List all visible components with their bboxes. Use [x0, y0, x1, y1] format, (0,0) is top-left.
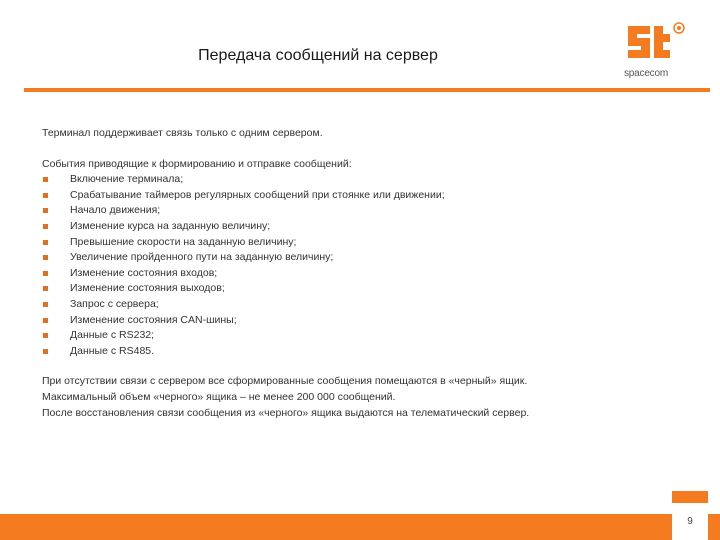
- bullet-icon: [43, 177, 48, 182]
- bullet-icon: [43, 333, 48, 338]
- bullet-icon: [43, 349, 48, 354]
- header-divider: [24, 88, 710, 92]
- spacecom-logo: [624, 18, 690, 84]
- bullet-icon: [43, 224, 48, 229]
- list-item: Срабатывание таймеров регулярных сообщений при стоянке или движении;: [42, 188, 642, 204]
- bullet-icon: [43, 208, 48, 213]
- list-item: Превышение скорости на заданную величину;: [42, 235, 642, 251]
- list-item: Изменение состояния CAN-шины;: [42, 313, 642, 329]
- list-item: Начало движения;: [42, 203, 642, 219]
- logo-text: spacecom: [624, 68, 668, 79]
- events-list: [42, 172, 642, 359]
- list-item: Данные с RS232;: [42, 328, 642, 344]
- slide-title: Передача сообщений на сервер: [198, 47, 438, 64]
- blackbox-line-3: После восстановления связи сообщения из «черного» ящика выдаются на телематический сервер.: [42, 406, 530, 419]
- bullet-icon: [43, 193, 48, 198]
- bullet-icon: [43, 318, 48, 323]
- list-item: Данные с RS485.: [42, 344, 642, 360]
- list-item: Увеличение пройденного пути на заданную величину;: [42, 250, 642, 266]
- bullet-icon: [43, 240, 48, 245]
- events-heading: События приводящие к формированию и отправке сообщений:: [42, 157, 352, 170]
- intro-text: Терминал поддерживает связь только с одним сервером.: [42, 127, 323, 139]
- list-item: Включение терминала;: [42, 172, 642, 188]
- bullet-icon: [43, 302, 48, 307]
- footer-bar: [0, 514, 720, 540]
- bullet-icon: [43, 255, 48, 260]
- list-item: Изменение курса на заданную величину;: [42, 219, 642, 235]
- spacecom-logo-mark: [624, 18, 690, 68]
- list-item: Изменение состояния выходов;: [42, 281, 642, 297]
- bullet-icon: [43, 271, 48, 276]
- blackbox-line-1: При отсутствии связи с сервером все сформированные сообщения помещаются в «черный» ящик.: [42, 375, 528, 388]
- list-item: Запрос с сервера;: [42, 297, 642, 313]
- slide-body: [42, 126, 642, 421]
- bullet-icon: [43, 286, 48, 291]
- page-number: 9: [687, 516, 693, 527]
- blackbox-line-2: Максимальный объем «черного» ящика – не менее 200 000 сообщений.: [42, 390, 396, 403]
- list-item: Изменение состояния входов;: [42, 266, 642, 282]
